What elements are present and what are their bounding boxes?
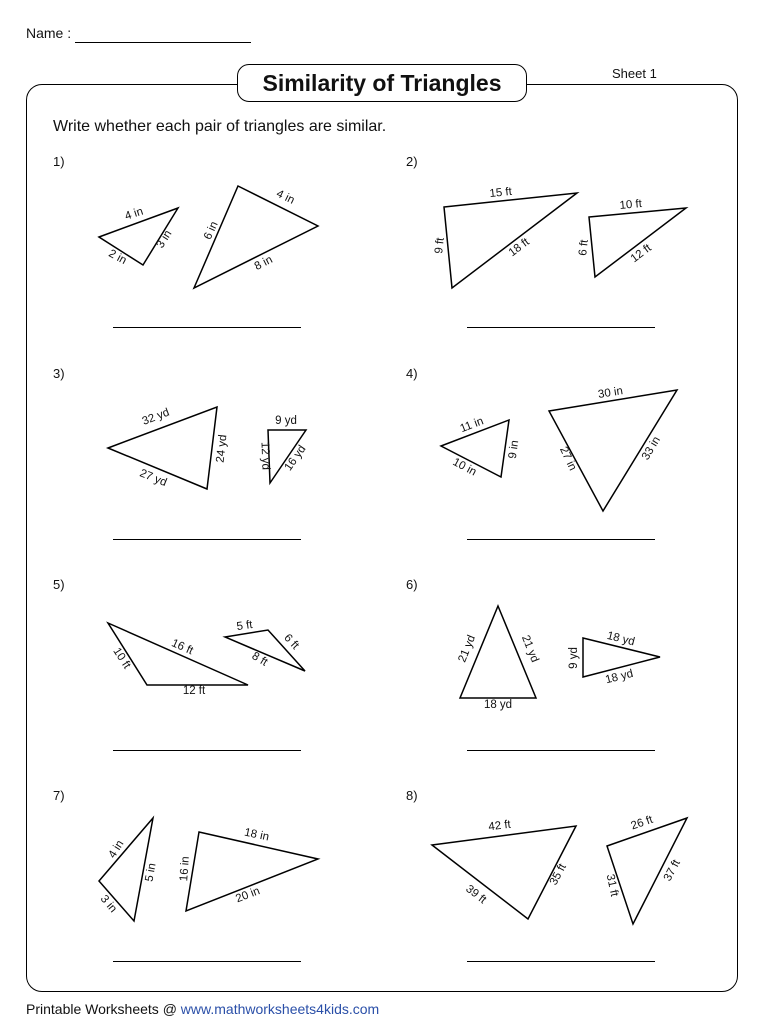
side-label: 42 ft bbox=[487, 818, 512, 834]
problem-5-figures bbox=[108, 619, 305, 697]
side-label: 18 ft bbox=[506, 236, 532, 260]
side-label: 21 yd bbox=[518, 633, 541, 665]
problem-6-number: 6) bbox=[406, 577, 418, 592]
side-label: 24 yd bbox=[214, 434, 230, 464]
side-label: 10 in bbox=[450, 456, 479, 479]
side-label: 32 yd bbox=[140, 406, 172, 428]
side-label: 21 yd bbox=[456, 633, 479, 665]
side-label: 18 in bbox=[243, 826, 271, 844]
side-label: 10 ft bbox=[619, 198, 643, 212]
instructions: Write whether each pair of triangles are similar. bbox=[53, 118, 387, 135]
side-label: 31 ft bbox=[603, 873, 621, 898]
side-label: 16 yd bbox=[282, 443, 309, 474]
side-label: 11 in bbox=[458, 415, 486, 436]
side-label: 18 yd bbox=[483, 699, 513, 711]
side-label: 9 in bbox=[506, 439, 522, 460]
side-label: 18 yd bbox=[604, 667, 635, 687]
side-label: 30 in bbox=[597, 385, 624, 401]
problem-7-number: 7) bbox=[53, 788, 65, 803]
side-label: 4 in bbox=[123, 205, 145, 223]
problem-7-figures bbox=[98, 818, 318, 921]
triangle bbox=[108, 623, 248, 685]
problem-3-figures bbox=[108, 407, 309, 489]
side-label: 8 in bbox=[252, 253, 275, 273]
side-label: 5 ft bbox=[235, 618, 254, 634]
problem-6-figures bbox=[456, 606, 660, 711]
side-label: 8 ft bbox=[249, 650, 270, 669]
problem-1-number: 1) bbox=[53, 154, 65, 169]
side-label: 9 ft bbox=[433, 237, 447, 255]
triangle bbox=[444, 193, 577, 288]
side-label: 3 in bbox=[154, 228, 175, 251]
problem-5-number: 5) bbox=[53, 577, 65, 592]
side-label: 12 ft bbox=[628, 242, 654, 266]
problem-4-number: 4) bbox=[406, 366, 418, 381]
side-label: 9 yd bbox=[568, 647, 580, 669]
footer-prefix: Printable Worksheets @ bbox=[26, 1001, 181, 1017]
side-label: 26 ft bbox=[629, 813, 655, 833]
side-label: 4 in bbox=[106, 838, 127, 861]
side-label: 27 in bbox=[557, 444, 579, 473]
side-label: 20 in bbox=[234, 885, 262, 906]
side-label: 16 in bbox=[178, 855, 192, 882]
side-label: 4 in bbox=[274, 187, 297, 207]
side-label: 16 ft bbox=[169, 637, 195, 658]
side-label: 2 in bbox=[106, 247, 129, 268]
problem-3-number: 3) bbox=[53, 366, 65, 381]
name-label: Name : bbox=[26, 25, 72, 41]
side-label: 35 ft bbox=[547, 861, 569, 888]
page-title: Similarity of Triangles bbox=[237, 64, 527, 102]
problem-8-figures bbox=[432, 814, 687, 924]
sheet-label: Sheet 1 bbox=[612, 66, 657, 81]
problem-2-number: 2) bbox=[406, 154, 418, 169]
side-label: 9 yd bbox=[275, 415, 297, 427]
triangle bbox=[589, 208, 686, 277]
side-label: 37 ft bbox=[661, 857, 683, 884]
side-label: 3 in bbox=[97, 893, 119, 916]
side-label: 6 ft bbox=[281, 632, 302, 652]
side-label: 27 yd bbox=[137, 467, 169, 490]
footer-link[interactable]: www.mathworksheets4kids.com bbox=[180, 1001, 380, 1017]
side-label: 6 in bbox=[201, 219, 221, 242]
side-label: 12 yd bbox=[258, 441, 272, 471]
problem-2-figures bbox=[433, 186, 686, 288]
side-label: 15 ft bbox=[488, 185, 513, 201]
footer bbox=[26, 1001, 379, 1017]
side-label: 12 ft bbox=[182, 685, 206, 697]
side-label: 39 ft bbox=[463, 883, 489, 907]
side-label: 6 ft bbox=[577, 239, 591, 257]
problem-8-number: 8) bbox=[406, 788, 418, 803]
side-label: 33 in bbox=[639, 434, 663, 463]
problem-1-figures bbox=[99, 186, 318, 288]
side-label: 18 yd bbox=[605, 629, 636, 649]
side-label: 5 in bbox=[143, 862, 159, 883]
side-label: 10 ft bbox=[110, 645, 133, 672]
problem-4-figures bbox=[441, 385, 677, 511]
